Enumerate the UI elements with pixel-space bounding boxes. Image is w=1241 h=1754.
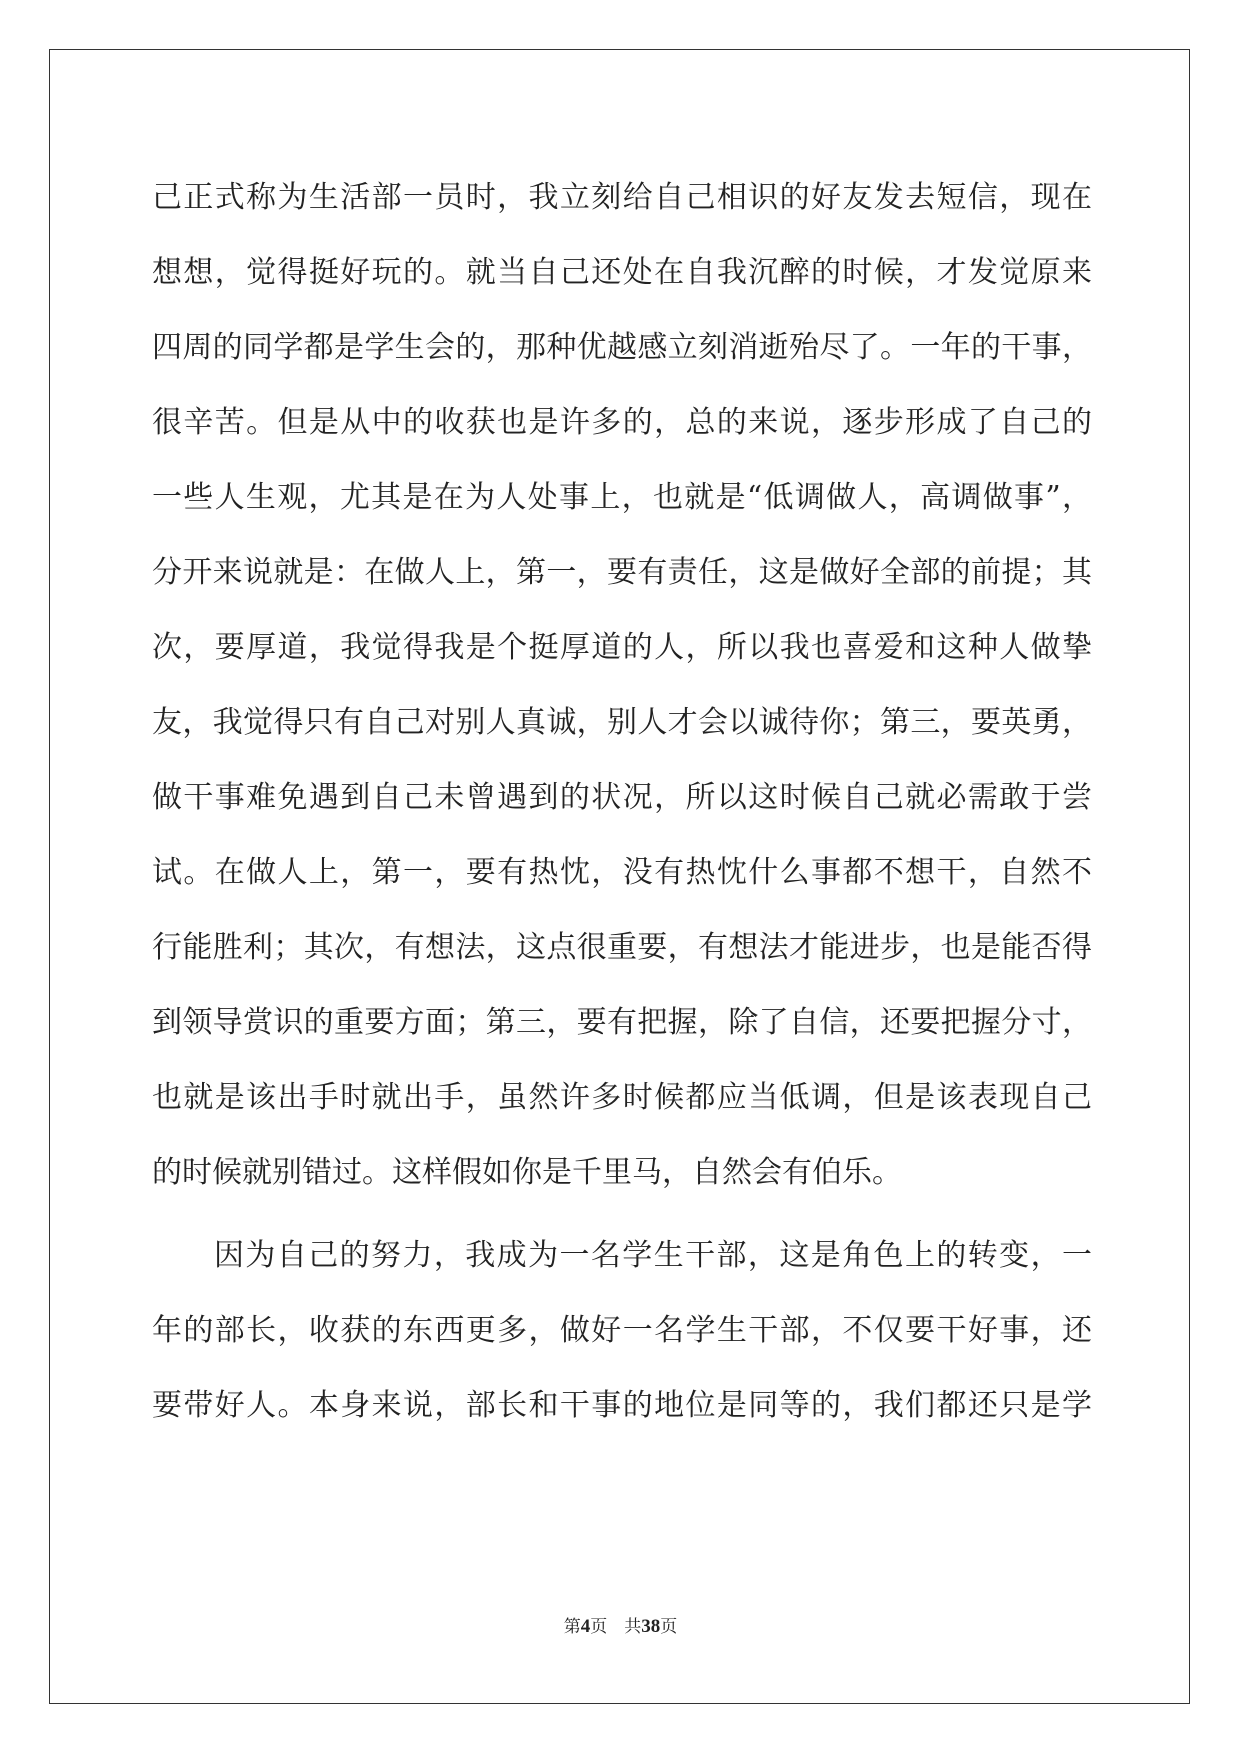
- document-body: [152, 160, 1092, 1443]
- paragraph-2: [152, 1218, 1092, 1443]
- text-line: 一些人生观，尤其是在为人处事上，也就是“低调做人，高调做事”，: [152, 480, 1092, 515]
- footer-mid: 页 共: [590, 1617, 642, 1637]
- paragraph-1: [152, 160, 1092, 1210]
- text-line: 试。在做人上，第一，要有热忱，没有热忱什么事都不想干，自然不: [152, 855, 1092, 890]
- text-line: 分开来说就是：在做人上，第一，要有责任，这是做好全部的前提；其: [152, 555, 1092, 590]
- text-line: 想想，觉得挺好玩的。就当自己还处在自我沉醉的时候，才发觉原来: [152, 255, 1092, 290]
- footer-prefix: 第: [563, 1617, 581, 1637]
- text-line: 也就是该出手时就出手，虽然许多时候都应当低调，但是该表现自己: [152, 1080, 1092, 1115]
- text-line: 因为自己的努力，我成为一名学生干部，这是角色上的转变，一: [214, 1238, 1092, 1273]
- text-line: 己正式称为生活部一员时，我立刻给自己相识的好友发去短信，现在: [152, 180, 1092, 215]
- paragraph-gap: [152, 1210, 1092, 1218]
- page-footer: [0, 1612, 1241, 1638]
- current-page-number: 4: [580, 1616, 591, 1637]
- footer-suffix: 页: [660, 1617, 678, 1637]
- text-line: 的时候就别错过。这样假如你是千里马，自然会有伯乐。: [152, 1155, 902, 1190]
- text-line: 要带好人。本身来说，部长和干事的地位是同等的，我们都还只是学: [152, 1388, 1092, 1423]
- text-line: 次，要厚道，我觉得我是个挺厚道的人，所以我也喜爱和这种人做挚: [152, 630, 1092, 665]
- total-page-count: 38: [641, 1616, 661, 1637]
- text-line: 行能胜利；其次，有想法，这点很重要，有想法才能进步，也是能否得: [152, 930, 1092, 965]
- text-line: 很辛苦。但是从中的收获也是许多的，总的来说，逐步形成了自己的: [152, 405, 1092, 440]
- text-line: 友，我觉得只有自己对别人真诚，别人才会以诚待你；第三，要英勇，: [152, 705, 1092, 740]
- text-line: 四周的同学都是学生会的，那种优越感立刻消逝殆尽了。一年的干事，: [152, 330, 1092, 365]
- text-line: 到领导赏识的重要方面；第三，要有把握，除了自信，还要把握分寸，: [152, 1005, 1092, 1040]
- text-line: 做干事难免遇到自己未曾遇到的状况，所以这时候自己就必需敢于尝: [152, 780, 1092, 815]
- text-line: 年的部长，收获的东西更多，做好一名学生干部，不仅要干好事，还: [152, 1313, 1092, 1348]
